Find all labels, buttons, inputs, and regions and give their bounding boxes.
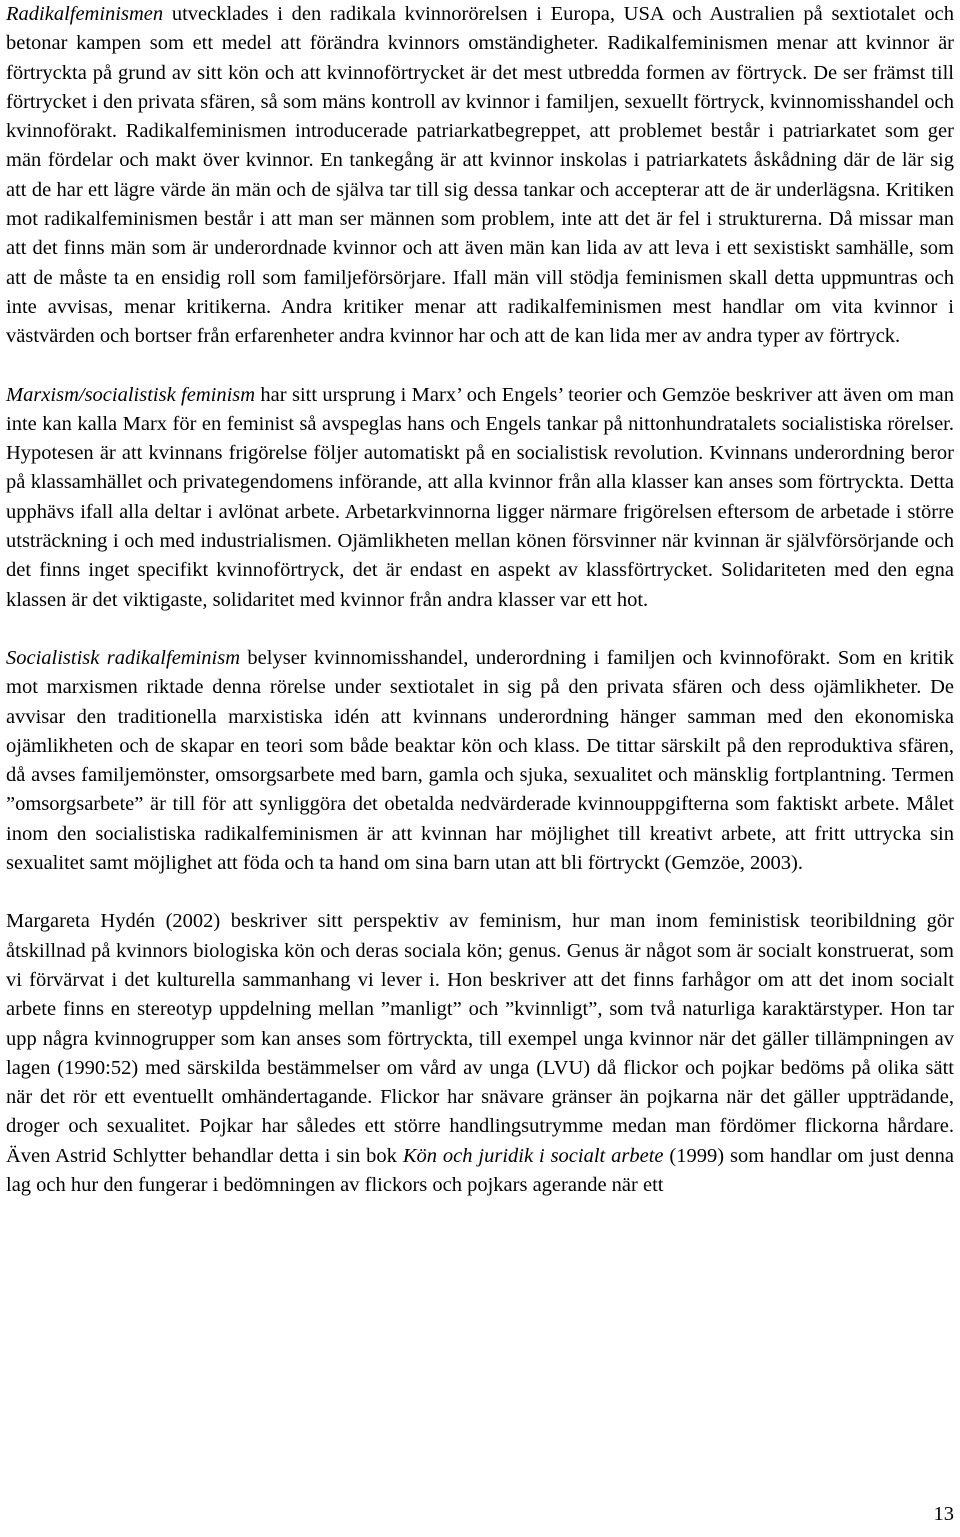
paragraph-text: Margareta Hydén (2002) beskriver sitt perspektiv av feminism, hur man inom feministisk teoribildning gör åtskillnad på kvinnors biologiska kön och deras sociala kön; genus. Genus är något som är socialt konstruerat, som vi förvärvat i det kulturella sammanhang vi lever i. Hon beskriver att det finns farhågor om att det inom socialt arbete finns en stereotyp uppdelning mellan ”manligt” och ”kvinnligt”, som två naturliga karaktärstyper. Hon tar upp några kvinnogrupper som kan anses som förtryckta, till exempel unga kvinnor när det gäller tillämpningen av lagen (1990:52) med särskilda bestämmelser om vård av unga (LVU) då flickor och pojkar bedöms på olika sätt när det rör ett eventuellt omhändertagande. Flickor har snävare gränser än pojkarna när det gäller uppträdande, droger och sexualitet. Pojkar har således ett större handlingsutrymme medan man fördömer flickorna hårdare. Även Astrid Schlytter behandlar detta i sin bok — [6, 910, 954, 1167]
paragraph-socialistisk-radikalfeminism — [6, 644, 954, 878]
paragraph-radikalfeminism — [6, 0, 954, 352]
paragraph-text: belyser kvinnomisshandel, underordning i familjen och kvinnoförakt. Som en kritik mot marxismen riktade denna rörelse under sextiotalet in sig på den privata sfären och dess ojämlikheter. De avvisar den traditionella marxistiska idén att kvinnans underordning hänger samman med den ekonomiska ojämlikheten och de skapar en teori som både beaktar kön och klass. De tittar särskilt på den reproduktiva sfären, då avses familjemönster, omsorgsarbete med barn, gamla och sjuka, sexualitet och mänsklig fortplantning. Termen ”omsorgsarbete” är till för att synliggöra det obetalda nedvärderade kvinnouppgifterna som faktiskt arbete. Målet inom den socialistiska radikalfeminismen är att kvinnan har möjlighet till kreativt arbete, att fritt uttrycka sin sexualitet samt möjlighet att föda och ta hand om sina barn utan att bli förtryckt (Gemzöe, 2003). — [6, 646, 954, 875]
paragraph-marxism — [6, 381, 954, 615]
term-socialistisk-radikalfeminism: Socialistisk radikalfeminism — [6, 646, 241, 669]
term-radikalfeminismen: Radikalfeminismen — [6, 3, 164, 25]
document-page — [6, 0, 954, 1200]
paragraph-text: (1999) som handlar om just denna lag och hur den fungerar i bedömningen av flickors och pojkars agerande när ett — [6, 1144, 955, 1196]
paragraph-hyden — [6, 907, 954, 1200]
book-title: Kön och juridik i socialt arbete — [402, 1144, 664, 1167]
term-marxism-socialistisk-feminism: Marxism/socialistisk feminism — [6, 383, 256, 406]
paragraph-text: utvecklades i den radikala kvinnorörelsen i Europa, USA och Australien på sextiotalet och betonar kampen som ett medel att förändra kvinnors omständigheter. Radikalfeminismen menar att kvinnor är förtryckta på grund av sitt kön och att kvinnoförtrycket är det mest utbredda formen av förtryck. De ser främst till förtrycket i den privata sfären, så som mäns kontroll av kvinnor i familjen, sexuellt förtryck, kvinnomisshandel och kvinnoförakt. Radikalfeminismen introducerade patriarkatbegreppet, att problemet består i patriarkatet som ger män fördelar och makt över kvinnor. En tankegång är att kvinnor inskolas i patriarkatets åskådning där de lär sig att de har ett lägre värde än män och de själva tar till sig dessa tankar och accepterar att de är underlägsna. Kritiken mot radikalfeminismen består i att man ser männen som problem, inte att det är fel i strukturerna. Då missar man att det finns män som är underordnade kvinnor och att även män kan lida av att leva i ett sexistiskt samhälle, som att de måste ta en ensidig roll som familjeförsörjare. Ifall män vill stödja feminismen skall detta uppmuntras och inte avvisas, menar kritikerna. Andra kritiker menar att radikalfeminismen mest handlar om vita kvinnor i västvärden och bortser från erfarenheter andra kvinnor har och att de kan lida mer av andra typer av förtryck. — [6, 3, 954, 348]
paragraph-text: har sitt ursprung i Marx’ och Engels’ teorier och Gemzöe beskriver att även om man inte kan kalla Marx för en feminist så avspeglas hans och Engels tankar på nittonhundratalets socialistiska rörelser. Hypotesen är att kvinnans frigörelse följer automatiskt på en socialistisk revolution. Kvinnans underordning beror på klassamhället och privategendomens införande, att alla kvinnor från alla klasser kan anses som förtryckta. Detta upphävs ifall alla deltar i avlönat arbete. Arbetarkvinnorna ligger närmare frigörelsen eftersom de arbetade i större utsträckning i och med industrialismen. Ojämlikheten mellan könen försvinner när kvinnan är självförsörjande och det finns inget specifikt kvinnoförtryck, det är endast en aspekt av klassförtrycket. Solidariteten med den egna klassen är det viktigaste, solidaritet med kvinnor från andra klasser var ett hot. — [6, 383, 954, 611]
page-number: 13 — [933, 1503, 954, 1525]
